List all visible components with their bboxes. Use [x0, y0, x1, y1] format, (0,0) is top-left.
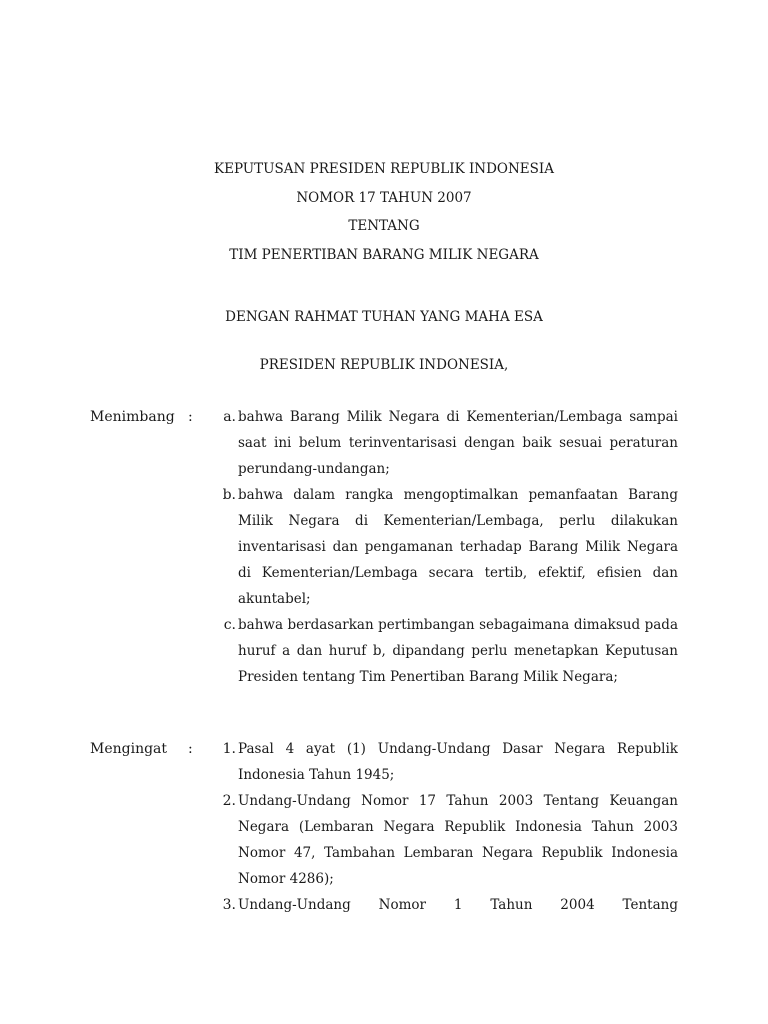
- menimbang-colon: :: [188, 409, 193, 425]
- item-text: Pasal 4 ayat (1) Undang-Undang Dasar Negara Republik Indonesia Tahun 1945;: [238, 741, 678, 783]
- menimbang-items: [210, 404, 678, 716]
- item-text: bahwa Barang Milik Negara di Kementerian/Lembaga sampai saat ini belum terinventarisasi dengan baik sesuai peraturan perundang-undangan;: [238, 409, 678, 477]
- list-item: [210, 612, 678, 716]
- list-item: [210, 788, 678, 892]
- list-item: [210, 736, 678, 788]
- item-marker: a.: [223, 409, 236, 425]
- item-text: bahwa berdasarkan pertimbangan sebagaimana dimaksud pada huruf a dan huruf b, dipandang perlu menetapkan Keputusan Presiden tentang Tim Penertiban Barang Milik Negara;: [238, 617, 678, 685]
- item-marker: 3.: [222, 897, 236, 913]
- item-marker: b.: [222, 487, 236, 503]
- menimbang-label: Menimbang: [90, 409, 175, 425]
- decree-about-label: TENTANG: [348, 218, 420, 234]
- item-marker: 1.: [222, 741, 236, 757]
- mengingat-colon: :: [188, 741, 193, 757]
- decree-subject: TIM PENERTIBAN BARANG MILIK NEGARA: [229, 247, 539, 263]
- item-text: Undang-Undang Nomor 1 Tahun 2004 Tentang: [238, 897, 678, 913]
- mengingat-label: Mengingat: [90, 741, 168, 757]
- list-item: [210, 404, 678, 482]
- list-item: [210, 482, 678, 612]
- mengingat-items: [210, 736, 678, 918]
- item-marker: 2.: [222, 793, 236, 809]
- item-text: bahwa dalam rangka mengoptimalkan pemanfaatan Barang Milik Negara di Kementerian/Lembaga, perlu dilakukan inventarisasi dan pengamanan terhadap Barang Milik Negara di Kementerian/Lembaga secara tertib, efektif, efisien dan akuntabel;: [238, 487, 678, 607]
- item-marker: c.: [223, 617, 236, 633]
- authority-line: PRESIDEN REPUBLIK INDONESIA,: [259, 357, 509, 373]
- decree-title: KEPUTUSAN PRESIDEN REPUBLIK INDONESIA: [214, 161, 554, 177]
- list-item: [210, 892, 678, 918]
- decree-number: NOMOR 17 TAHUN 2007: [296, 190, 472, 206]
- item-text: Undang-Undang Nomor 17 Tahun 2003 Tentang Keuangan Negara (Lembaran Negara Republik Indonesia Tahun 2003 Nomor 47, Tambahan Lembaran Negara Republik Indonesia Nomor 4286);: [238, 793, 678, 887]
- invocation-line: DENGAN RAHMAT TUHAN YANG MAHA ESA: [225, 309, 543, 325]
